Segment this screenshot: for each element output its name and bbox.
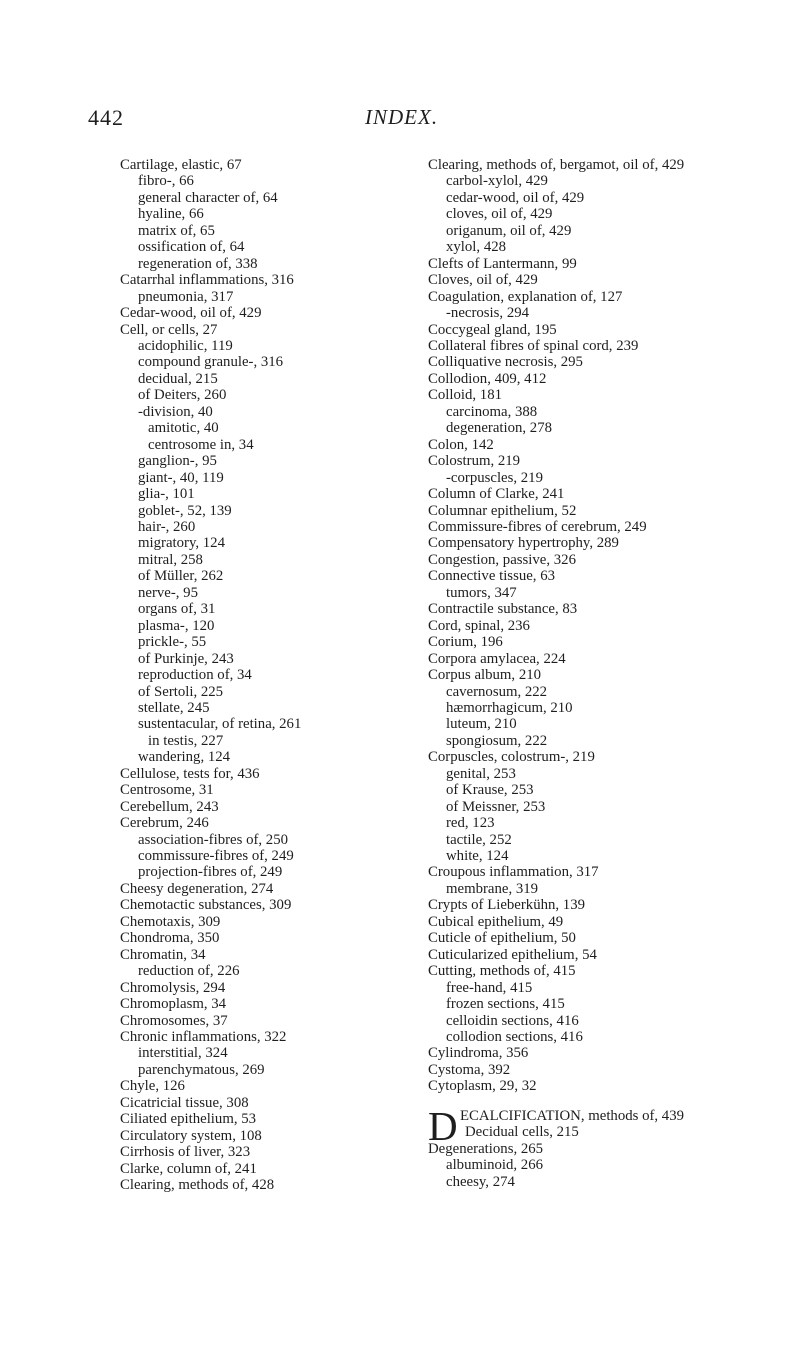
index-entry: genital, 253: [446, 765, 516, 782]
index-entry: frozen sections, 415: [446, 996, 565, 1013]
index-entry: reproduction of, 34: [138, 667, 252, 684]
index-entry: Clearing, methods of, 428: [120, 1177, 275, 1194]
index-entry: Catarrhal inflammations, 316: [120, 272, 294, 289]
index-entry: plasma-, 120: [138, 617, 215, 634]
index-entry: -division, 40: [138, 403, 213, 420]
index-entry: Degenerations, 265: [428, 1140, 544, 1157]
index-entry: Chemotaxis, 309: [120, 913, 221, 930]
index-entry: Cylindroma, 356: [428, 1045, 529, 1062]
index-entry: Chromoplasm, 34: [120, 996, 227, 1013]
index-entry: Contractile substance, 83: [428, 601, 578, 618]
index-entry: red, 123: [446, 815, 495, 832]
index-entry: of Meissner, 253: [446, 798, 546, 815]
index-entry: hyaline, 66: [138, 206, 204, 223]
index-entry: Chondroma, 350: [120, 930, 220, 947]
index-entry: free-hand, 415: [446, 979, 533, 996]
index-entry: interstitial, 324: [138, 1045, 228, 1062]
index-entry: tumors, 347: [446, 584, 517, 601]
index-entry: cavernosum, 222: [446, 683, 548, 700]
index-entry: Cuticle of epithelium, 50: [428, 930, 576, 947]
index-entry: general character of, 64: [138, 189, 278, 206]
index-entry: association-fibres of, 250: [138, 831, 288, 848]
index-entry: migratory, 124: [138, 535, 225, 552]
index-entry: parenchymatous, 269: [138, 1061, 265, 1078]
index-entry: Columnar epithelium, 52: [428, 502, 577, 519]
index-entry: amitotic, 40: [148, 420, 219, 437]
d-section-entries: [428, 1141, 788, 1190]
index-entry: reduction of, 226: [138, 963, 240, 980]
index-entry: tactile, 252: [446, 831, 512, 848]
index-entry: of Sertoli, 225: [138, 683, 224, 700]
index-entry: collodion sections, 416: [446, 1029, 583, 1046]
index-entry: sustentacular, of retina, 261: [138, 716, 302, 733]
running-head: INDEX.: [365, 105, 439, 129]
index-entry: celloidin sections, 416: [446, 1012, 579, 1029]
index-entry: Colostrum, 219: [428, 453, 521, 470]
index-entry: Cedar-wood, oil of, 429: [120, 305, 262, 322]
index-entry: Cubical epithelium, 49: [428, 913, 564, 930]
index-entry: of Deiters, 260: [138, 387, 227, 404]
index-entry: Corpuscles, colostrum-, 219: [428, 749, 595, 766]
drop-cap-letter: D: [428, 1102, 458, 1149]
index-entry: Chromolysis, 294: [120, 979, 226, 996]
index-entry: Corpus album, 210: [428, 667, 542, 684]
index-entry: Cell, or cells, 27: [120, 321, 218, 338]
index-entry: Chyle, 126: [120, 1078, 185, 1095]
index-entry: albuminoid, 266: [446, 1157, 543, 1174]
index-entry: giant-, 40, 119: [138, 469, 224, 486]
index-entry: stellate, 245: [138, 699, 210, 716]
index-entry: ossification of, 64: [138, 239, 245, 256]
index-entry: mitral, 258: [138, 551, 203, 568]
index-entry: Chromosomes, 37: [120, 1012, 228, 1029]
index-entry: Cerebellum, 243: [120, 798, 219, 815]
index-entry: Ciliated epithelium, 53: [120, 1111, 257, 1128]
index-entry: prickle-, 55: [138, 634, 207, 651]
index-entry: Chromatin, 34: [120, 946, 206, 963]
index-entry: Circulatory system, 108: [120, 1127, 262, 1144]
index-entry: Chronic inflammations, 322: [120, 1029, 287, 1046]
index-entry: Coagulation, explanation of, 127: [428, 288, 623, 305]
index-entry: Cystoma, 392: [428, 1061, 511, 1078]
index-entry: -necrosis, 294: [446, 305, 530, 322]
index-entry: decidual, 215: [138, 370, 218, 387]
index-entry: of Krause, 253: [446, 782, 534, 799]
index-entry: projection-fibres of, 249: [138, 864, 283, 881]
index-entry: carbol-xylol, 429: [446, 173, 548, 190]
index-entry: xylol, 428: [446, 239, 507, 256]
index-entry: Cloves, oil of, 429: [428, 272, 538, 289]
index-entry: pneumonia, 317: [138, 288, 234, 305]
index-entry: hair-, 260: [138, 518, 196, 535]
index-entry: Cutting, methods of, 415: [428, 963, 576, 980]
index-entry: goblet-, 52, 139: [138, 502, 232, 519]
index-entry: Commissure-fibres of cerebrum, 249: [428, 518, 647, 535]
index-entry: Cytoplasm, 29, 32: [428, 1078, 537, 1095]
index-entry: nerve-, 95: [138, 584, 198, 601]
index-entry: in testis, 227: [148, 732, 224, 749]
index-entry: glia-, 101: [138, 486, 195, 503]
index-entry: wandering, 124: [138, 749, 231, 766]
index-entry: carcinoma, 388: [446, 403, 538, 420]
index-entry: spongiosum, 222: [446, 732, 548, 749]
index-entry: ganglion-, 95: [138, 453, 217, 470]
index-entry: Colon, 142: [428, 436, 494, 453]
index-column-right: [428, 157, 788, 1190]
index-entry: luteum, 210: [446, 716, 517, 733]
index-entry: commissure-fibres of, 249: [138, 848, 294, 865]
index-entry: Collodion, 409, 412: [428, 370, 547, 387]
index-entry: Crypts of Lieberkühn, 139: [428, 897, 585, 914]
index-entry: cedar-wood, oil of, 429: [446, 189, 585, 206]
index-entry: ECALCIFICATION, methods of, 439: [460, 1107, 684, 1124]
index-entry: Clarke, column of, 241: [120, 1160, 257, 1177]
index-entry: Cirrhosis of liver, 323: [120, 1144, 251, 1161]
index-column-left: [120, 157, 450, 1194]
index-entry: Collateral fibres of spinal cord, 239: [428, 337, 639, 354]
index-entry: membrane, 319: [446, 880, 539, 897]
index-entry: white, 124: [446, 848, 509, 865]
index-entry: of Purkinje, 243: [138, 650, 234, 667]
index-entry: cloves, oil of, 429: [446, 206, 553, 223]
index-entry: matrix of, 65: [138, 222, 215, 239]
index-entry: Clefts of Lantermann, 99: [428, 255, 577, 272]
index-entry: Cord, spinal, 236: [428, 617, 530, 634]
index-entry: Cuticularized epithelium, 54: [428, 946, 597, 963]
index-entry: Corium, 196: [428, 634, 503, 651]
index-entry: Colliquative necrosis, 295: [428, 354, 583, 371]
index-entry: cheesy, 274: [446, 1173, 515, 1190]
index-entry: Cheesy degeneration, 274: [120, 880, 274, 897]
index-entry: fibro-, 66: [138, 173, 194, 190]
index-entry: Cellulose, tests for, 436: [120, 765, 260, 782]
index-entry: Chemotactic substances, 309: [120, 897, 292, 914]
index-entry: origanum, oil of, 429: [446, 222, 572, 239]
index-entry: centrosome in, 34: [148, 436, 254, 453]
index-entry: organs of, 31: [138, 601, 216, 618]
page-number: 442: [88, 105, 124, 130]
index-entry: Connective tissue, 63: [428, 568, 555, 585]
index-entry: Croupous inflammation, 317: [428, 864, 599, 881]
index-entry: of Müller, 262: [138, 568, 224, 585]
index-entry: Cerebrum, 246: [120, 815, 209, 832]
index-entry: Colloid, 181: [428, 387, 502, 404]
index-entry: Decidual cells, 215: [465, 1123, 579, 1140]
index-entry: Centrosome, 31: [120, 782, 214, 799]
index-entry: Coccygeal gland, 195: [428, 321, 557, 338]
index-entry: Column of Clarke, 241: [428, 486, 565, 503]
index-entry: Cicatricial tissue, 308: [120, 1094, 249, 1111]
index-entry: degeneration, 278: [446, 420, 553, 437]
index-entry: Compensatory hypertrophy, 289: [428, 535, 619, 552]
index-entry: hæmorrhagicum, 210: [446, 699, 573, 716]
index-entry: -corpuscles, 219: [446, 469, 543, 486]
index-entry: Corpora amylacea, 224: [428, 650, 566, 667]
index-entry: Cartilage, elastic, 67: [120, 157, 242, 173]
index-entry: regeneration of, 338: [138, 255, 258, 272]
index-entry: acidophilic, 119: [138, 337, 233, 354]
right-entries: [428, 157, 788, 1095]
index-entry: Congestion, passive, 326: [428, 551, 576, 568]
index-entry: compound granule-, 316: [138, 354, 284, 371]
index-entry: Clearing, methods of, bergamot, oil of, 429: [428, 157, 685, 173]
